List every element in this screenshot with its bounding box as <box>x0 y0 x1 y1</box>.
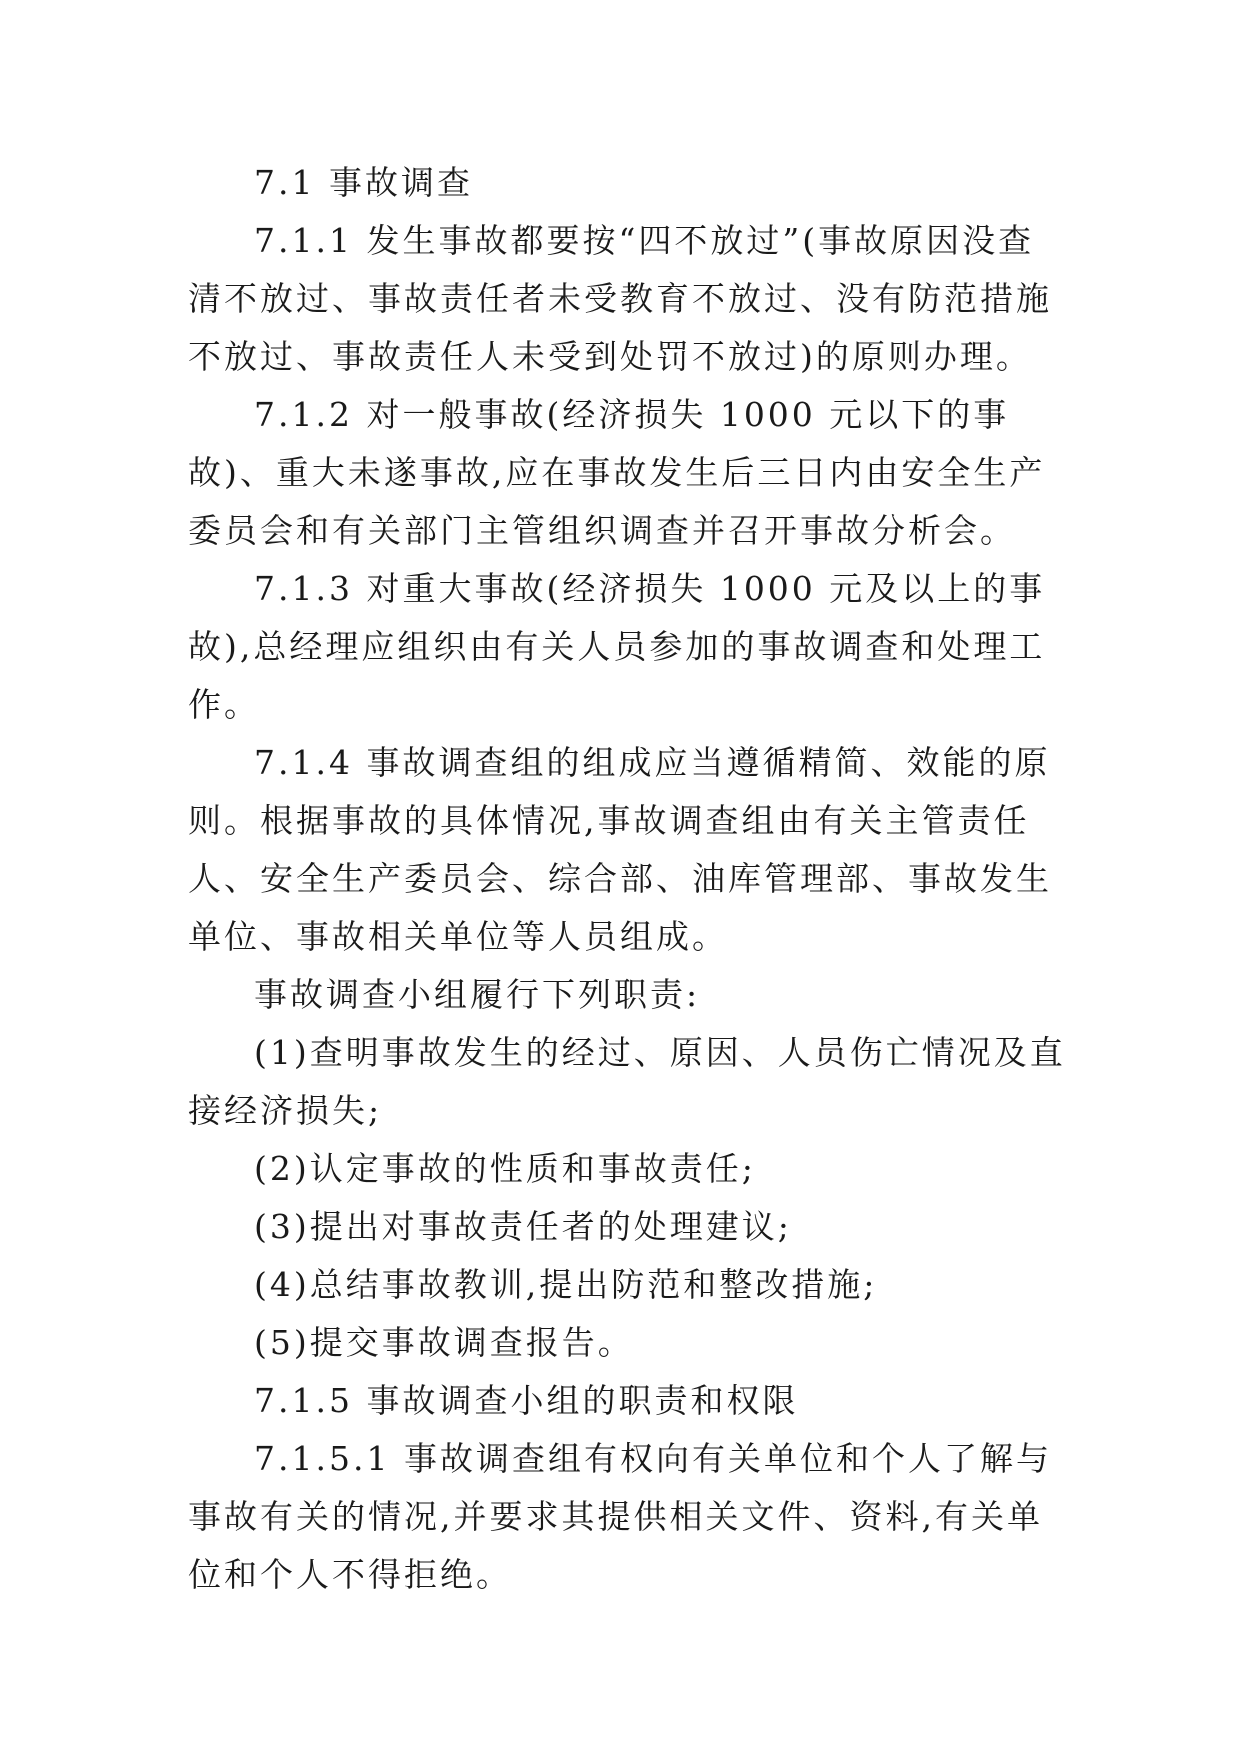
section-heading-7-1: 7.1 事故调查 <box>254 163 473 202</box>
duties-intro: 事故调查小组履行下列职责: <box>254 975 701 1014</box>
duty-item-3: (3)提出对事故责任者的处理建议; <box>254 1207 792 1246</box>
duty-item-4: (4)总结事故教训,提出防范和整改措施; <box>254 1265 878 1304</box>
paragraph-7-1-2: 7.1.2 对一般事故(经济损失 1000 元以下的事故)、重大未遂事故,应在事故发生后三日内由安全生产委员会和有关部门主管组织调查并召开事故分析会。 <box>188 395 1046 550</box>
paragraph-7-1-1: 7.1.1 发生事故都要按“四不放过”(事故原因没查清不放过、事故责任者未受教育不放过、没有防范措施不放过、事故责任人未受到处罚不放过)的原则办理。 <box>188 221 1052 376</box>
duty-item-1: (1)查明事故发生的经过、原因、人员伤亡情况及直接经济损失; <box>188 1033 1066 1130</box>
document-body <box>188 154 1068 1604</box>
section-heading-7-1-5: 7.1.5 事故调查小组的职责和权限 <box>254 1381 799 1420</box>
duty-item-5: (5)提交事故调查报告。 <box>254 1323 634 1362</box>
paragraph-7-1-5-1: 7.1.5.1 事故调查组有权向有关单位和个人了解与事故有关的情况,并要求其提供相关文件、资料,有关单位和个人不得拒绝。 <box>188 1439 1052 1594</box>
paragraph-7-1-3: 7.1.3 对重大事故(经济损失 1000 元及以上的事故),总经理应组织由有关人员参加的事故调查和处理工作。 <box>188 569 1046 724</box>
paragraph-7-1-4: 7.1.4 事故调查组的组成应当遵循精简、效能的原则。根据事故的具体情况,事故调查组由有关主管责任人、安全生产委员会、综合部、油库管理部、事故发生单位、事故相关单位等人员组成。 <box>188 743 1052 956</box>
duty-item-2: (2)认定事故的性质和事故责任; <box>254 1149 756 1188</box>
